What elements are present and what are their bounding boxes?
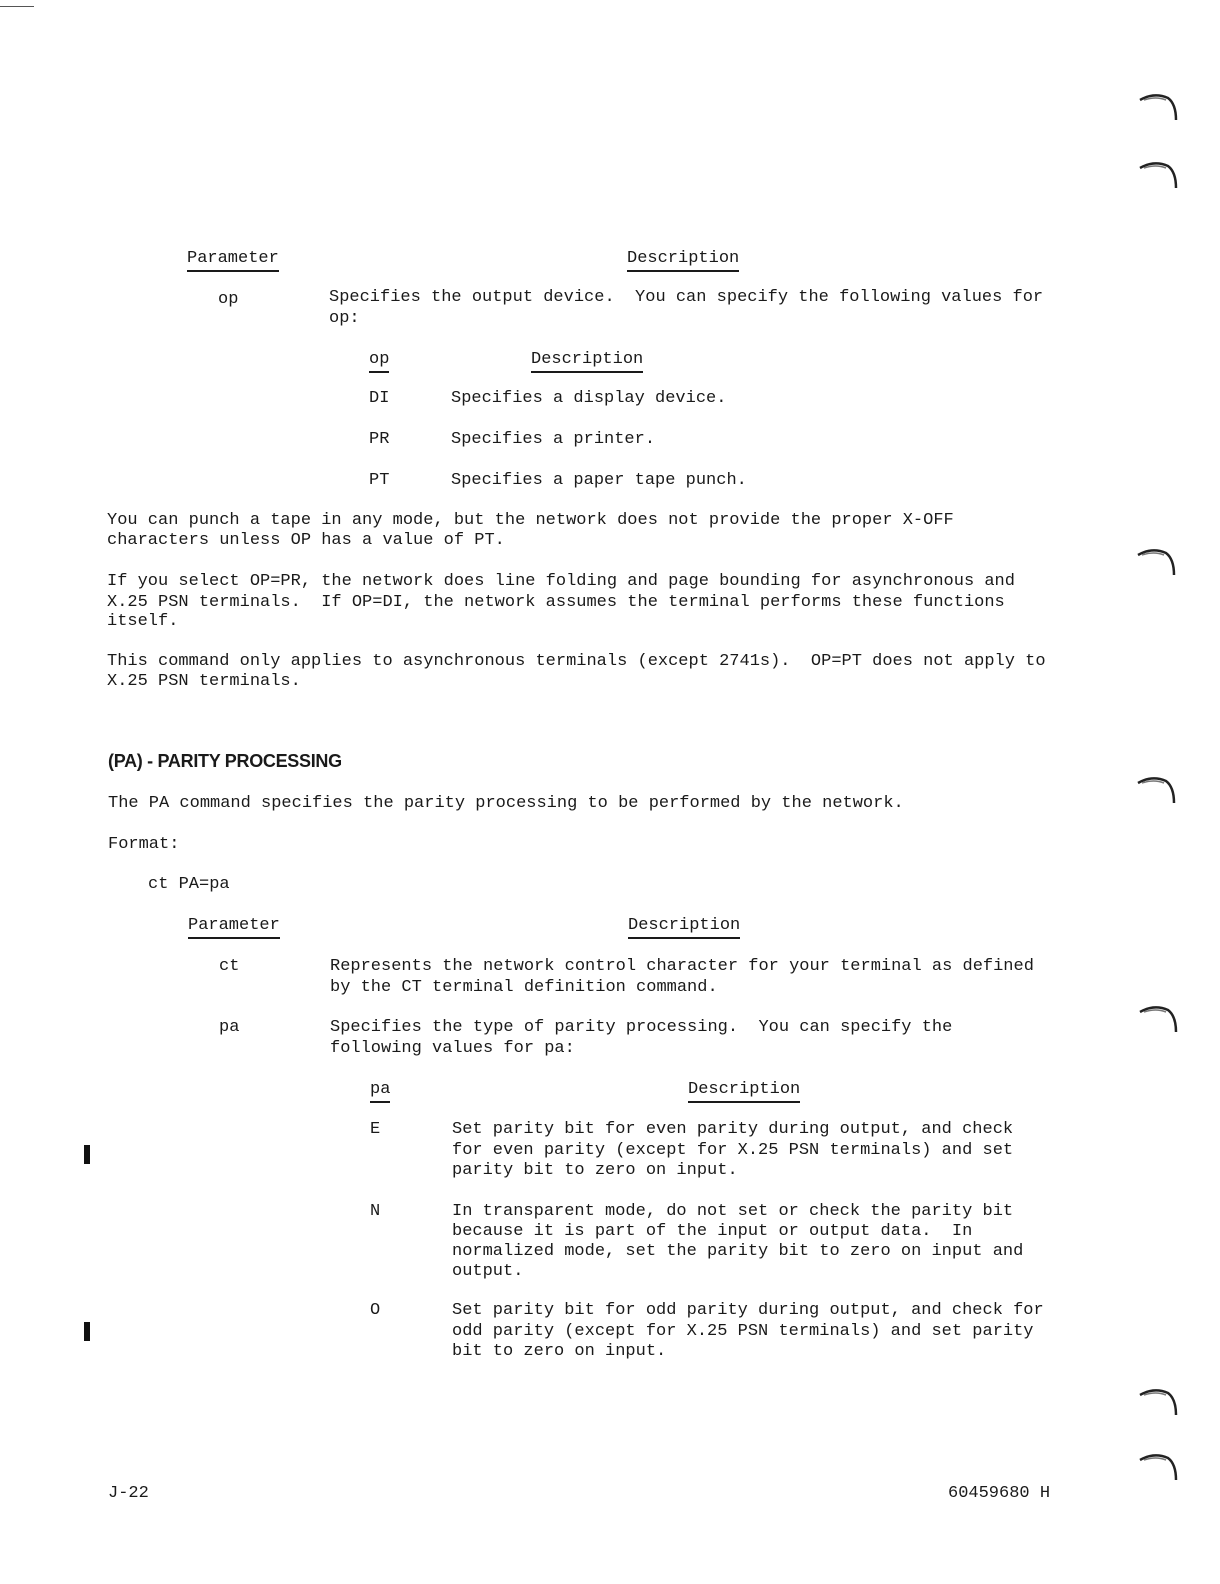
paragraph-applies-line: This command only applies to asynchronous terminals (except 2741s). OP=PT does not apply to [107,652,1046,671]
paragraph-tape-line: characters unless OP has a value of PT. [107,531,505,550]
pa-description-line: following values for pa: [330,1039,575,1058]
pa-value-description-line: because it is part of the input or output data. In [452,1222,973,1241]
section-heading: (PA) - PARITY PROCESSING [108,751,342,771]
punch-hole-mark [1136,545,1180,585]
corner-crop-mark [0,6,34,7]
pa-value-description-line: output. [452,1262,524,1281]
op-parameter-name: op [218,290,239,309]
pa-value-description-line: Set parity bit for odd parity during output, and check for [452,1301,1044,1320]
op-table-header-parameter: Parameter [187,249,279,272]
op-value-description: Specifies a printer. [451,430,656,449]
change-bar [84,1145,90,1164]
pa-subtable-header-description: Description [688,1080,800,1103]
punch-hole-mark [1136,773,1180,813]
punch-hole-mark [1138,1385,1182,1425]
op-value-code: PT [369,471,390,490]
pa-table-header-parameter: Parameter [188,916,280,939]
pa-value-code: E [370,1120,381,1139]
pa-value-description-line: parity bit to zero on input. [452,1161,738,1180]
op-table-header-description: Description [627,249,739,272]
op-value-code: DI [369,389,390,408]
pa-value-description-line: odd parity (except for X.25 PSN terminals) and set parity [452,1322,1034,1341]
document-number: 60459680 H [948,1484,1051,1503]
pa-value-description-line: In transparent mode, do not set or check the parity bit [452,1202,1014,1221]
pa-table-header-description: Description [628,916,740,939]
pa-value-code: N [370,1202,381,1221]
change-bar [84,1322,90,1341]
paragraph-tape-line: You can punch a tape in any mode, but the network does not provide the proper X-OFF [107,511,954,530]
paragraph-op-pr-line: itself. [107,612,179,631]
op-description-line-1: Specifies the output device. You can specify the following values for [329,288,1044,307]
pa-value-description-line: for even parity (except for X.25 PSN terminals) and set [452,1141,1014,1160]
pa-intro: The PA command specifies the parity processing to be performed by the network. [108,794,904,813]
punch-hole-mark [1138,1450,1182,1490]
ct-description-line: by the CT terminal definition command. [330,978,718,997]
page-number: J-22 [108,1484,149,1503]
op-value-description: Specifies a paper tape punch. [451,471,747,490]
pa-description-line: Specifies the type of parity processing. You can specify the [330,1018,953,1037]
paragraph-applies-line: X.25 PSN terminals. [107,672,301,691]
pa-subtable-header-code: pa [370,1080,390,1103]
punch-hole-mark [1138,90,1182,130]
op-description-line-2: op: [329,309,360,328]
paragraph-op-pr-line: If you select OP=PR, the network does line folding and page bounding for asynchronous and [107,572,1015,591]
pa-value-code: O [370,1301,381,1320]
op-value-description: Specifies a display device. [451,389,727,408]
punch-hole-mark [1138,158,1182,198]
pa-value-description-line: bit to zero on input. [452,1342,667,1361]
pa-value-description-line: Set parity bit for even parity during output, and check [452,1120,1014,1139]
pa-value-description-line: normalized mode, set the parity bit to zero on input and [452,1242,1024,1261]
op-value-code: PR [369,430,390,449]
op-subtable-header-description: Description [531,350,643,373]
paragraph-op-pr-line: X.25 PSN terminals. If OP=DI, the network assumes the terminal performs these functions [107,593,1005,612]
ct-parameter-name: ct [219,957,240,976]
punch-hole-mark [1138,1002,1182,1042]
op-subtable-header-code: op [369,350,389,373]
ct-description-line: Represents the network control character for your terminal as defined [330,957,1034,976]
format-label: Format: [108,835,180,854]
format-value: ct PA=pa [148,875,230,894]
pa-parameter-name: pa [219,1018,240,1037]
